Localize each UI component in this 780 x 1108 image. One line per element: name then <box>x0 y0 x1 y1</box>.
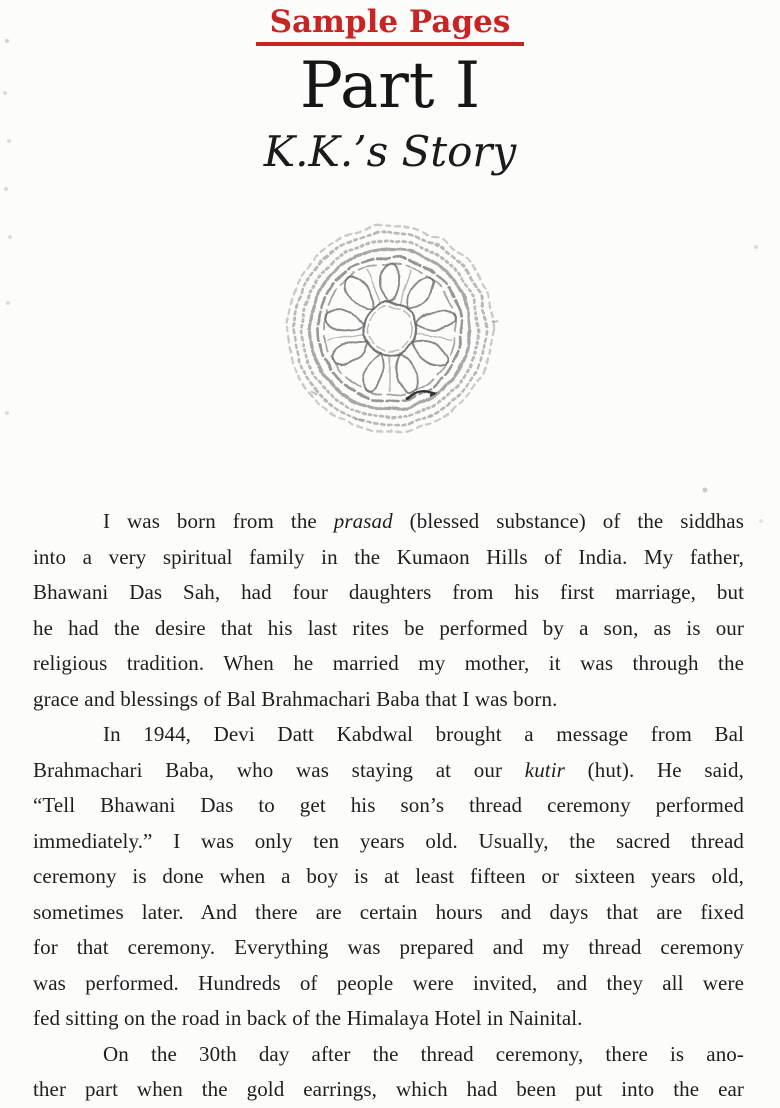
text-line <box>33 895 744 931</box>
text-segment: he had the desire that his last rites be performed by a son, as is our <box>33 615 744 640</box>
text-segment: ceremony is done when a boy is at least fifteen or sixteen years old, <box>33 864 744 888</box>
text-line <box>33 859 744 895</box>
text-line <box>33 575 744 611</box>
text-line <box>33 540 744 576</box>
body-text <box>33 504 744 1108</box>
text-segment: “Tell Bhawani Das to get his son’s thread ceremony performed <box>33 793 744 817</box>
italic-term: kutir <box>524 757 565 782</box>
text-segment: religious tradition. When he married my mother, it was through the <box>33 651 744 675</box>
text-segment: into a very spiritual family in the Kumaon Hills of India. My father, <box>33 544 744 569</box>
text-line <box>33 930 744 966</box>
text-segment: Bhawani Das Sah, had four daughters from his first marriage, but <box>33 580 744 604</box>
text-line <box>33 717 744 753</box>
text-line <box>33 788 744 824</box>
text-segment: sometimes later. And there are certain hours and days that are fixed <box>33 899 744 924</box>
text-segment: was performed. Hundreds of people were invited, and they all were <box>33 970 744 995</box>
text-line <box>33 824 744 860</box>
italic-term: prasad <box>333 509 393 533</box>
text-line <box>33 1072 744 1108</box>
sample-pages-banner: Sample Pages <box>256 5 525 46</box>
chapter-subtitle: K.K.’s Story <box>263 127 517 176</box>
text-line <box>33 753 744 789</box>
text-segment: On the 30th day after the thread ceremony, there is ano- <box>103 1041 744 1066</box>
paragraph <box>33 504 744 717</box>
text-line <box>33 682 744 718</box>
text-segment: I was born from the <box>103 509 334 533</box>
text-segment: fed sitting on the road in back of the Himalaya Hotel in Nainital. <box>33 1006 583 1030</box>
text-line <box>33 504 744 540</box>
dharma-wheel-illustration <box>260 214 520 444</box>
banner-row <box>0 0 780 46</box>
text-segment: ther part when the gold earrings, which had been put into the ear <box>33 1077 744 1101</box>
text-line <box>33 646 744 682</box>
part-title: Part I <box>299 49 481 123</box>
text-segment: (hut). He said, <box>564 757 744 782</box>
paragraph <box>33 717 744 1037</box>
text-segment: immediately.” I was only ten years old. Usually, the sacred thread <box>33 828 744 853</box>
paragraph <box>33 1037 744 1108</box>
text-segment: grace and blessings of Bal Brahmachari Baba that I was born. <box>33 686 558 711</box>
text-line <box>33 611 744 647</box>
text-line <box>33 1001 744 1037</box>
scan-speckles <box>0 0 2 2</box>
text-segment: for that ceremony. Everything was prepared and my thread ceremony <box>33 935 744 959</box>
text-segment: Brahmachari Baba, who was staying at our <box>33 757 525 782</box>
text-line <box>33 1037 744 1073</box>
text-segment: In 1944, Devi Datt Kabdwal brought a message from Bal <box>103 722 744 746</box>
text-segment: (blessed substance) of the siddhas <box>392 509 744 533</box>
text-line <box>33 966 744 1002</box>
